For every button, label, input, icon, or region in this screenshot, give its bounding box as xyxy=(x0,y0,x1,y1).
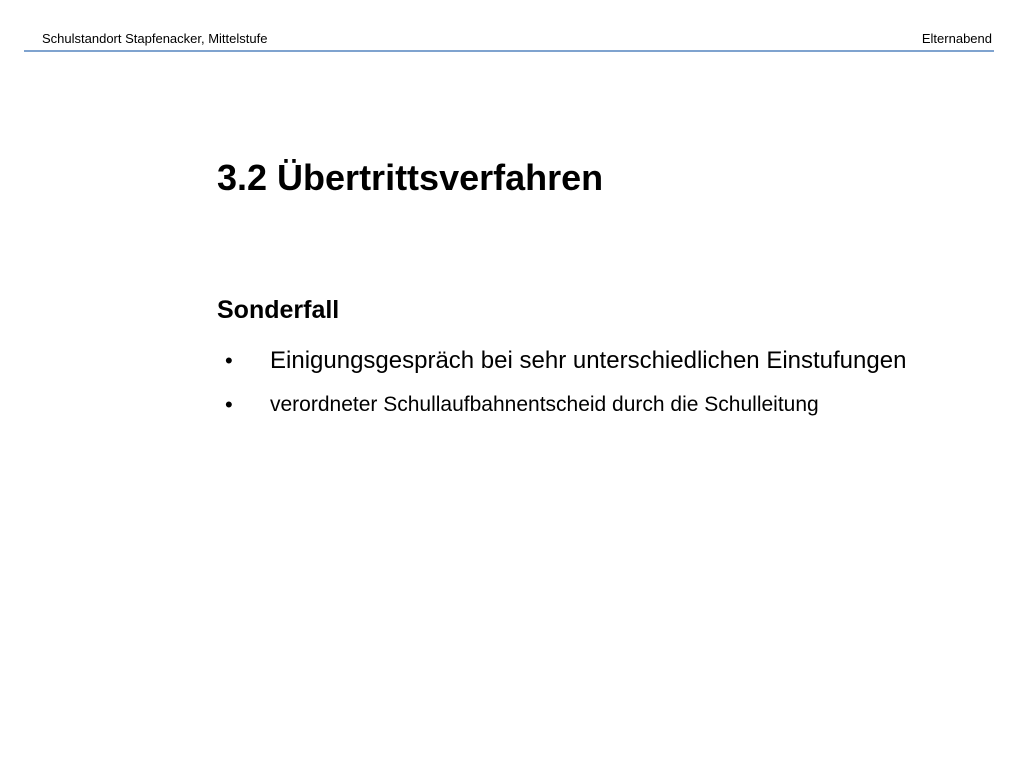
section-heading: Sonderfall xyxy=(217,296,340,324)
page-header xyxy=(24,30,994,52)
bullet-text: Einigungsgespräch bei sehr unterschiedlichen Einstufungen xyxy=(270,347,907,374)
bullet-icon: • xyxy=(225,348,233,373)
bullet-icon: • xyxy=(225,392,233,417)
bullet-text: verordneter Schullaufbahnentscheid durch die Schulleitung xyxy=(270,393,819,416)
header-event-label: Elternabend xyxy=(921,31,992,46)
header-school-label: Schulstandort Stapfenacker, Mittelstufe xyxy=(42,31,268,46)
page-title: 3.2 Übertrittsverfahren xyxy=(217,157,604,198)
